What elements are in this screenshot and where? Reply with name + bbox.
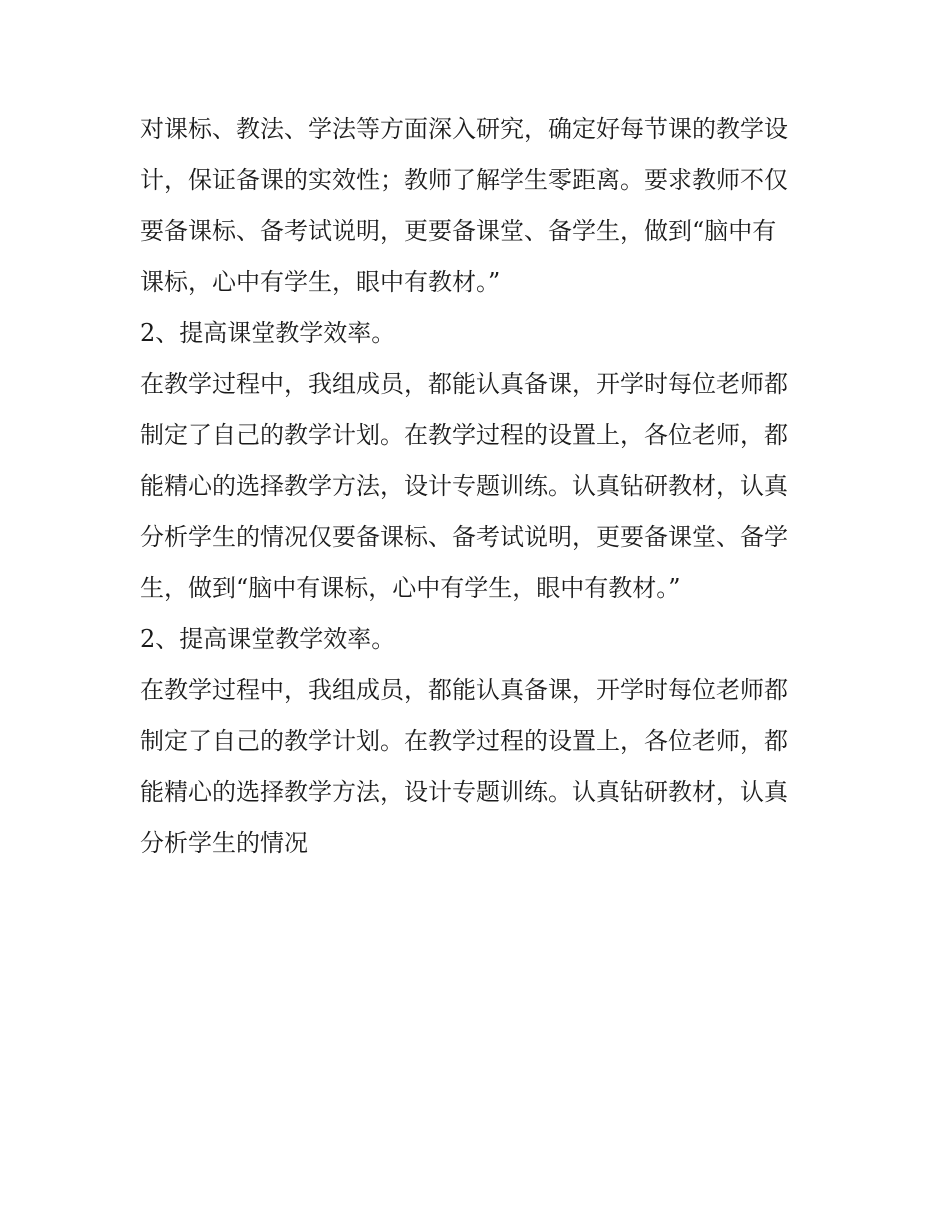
text-line: 制定了自己的教学计划。在教学过程的设置上，各位老师，都 bbox=[140, 421, 788, 449]
text-line: 生，做到“脑中有课标，心中有学生，眼中有教材。” bbox=[140, 574, 681, 602]
text-line: 在教学过程中，我组成员，都能认真备课，开学时每位老师都 bbox=[140, 676, 788, 704]
text-line: 分析学生的情况仅要备课标、备考试说明，更要备课堂、备学 bbox=[140, 523, 788, 551]
document-body bbox=[140, 104, 820, 869]
text-line: 在教学过程中，我组成员，都能认真备课，开学时每位老师都 bbox=[140, 370, 788, 398]
text-line: 能精心的选择教学方法，设计专题训练。认真钻研教材，认真 bbox=[140, 778, 788, 806]
text-line: 要备课标、备考试说明，更要备课堂、备学生，做到“脑中有 bbox=[140, 217, 777, 245]
text-line: 对课标、教法、学法等方面深入研究，确定好每节课的教学设 bbox=[140, 115, 788, 143]
text-line: 计，保证备课的实效性；教师了解学生零距离。要求教师不仅 bbox=[140, 166, 788, 194]
section-heading: 2、提高课堂教学效率。 bbox=[140, 319, 396, 347]
text-line: 课标，心中有学生，眼中有教材。” bbox=[140, 268, 501, 296]
section-heading: 2、提高课堂教学效率。 bbox=[140, 625, 396, 653]
text-line: 分析学生的情况 bbox=[140, 829, 308, 857]
text-line: 制定了自己的教学计划。在教学过程的设置上，各位老师，都 bbox=[140, 727, 788, 755]
text-line: 能精心的选择教学方法，设计专题训练。认真钻研教材，认真 bbox=[140, 472, 788, 500]
